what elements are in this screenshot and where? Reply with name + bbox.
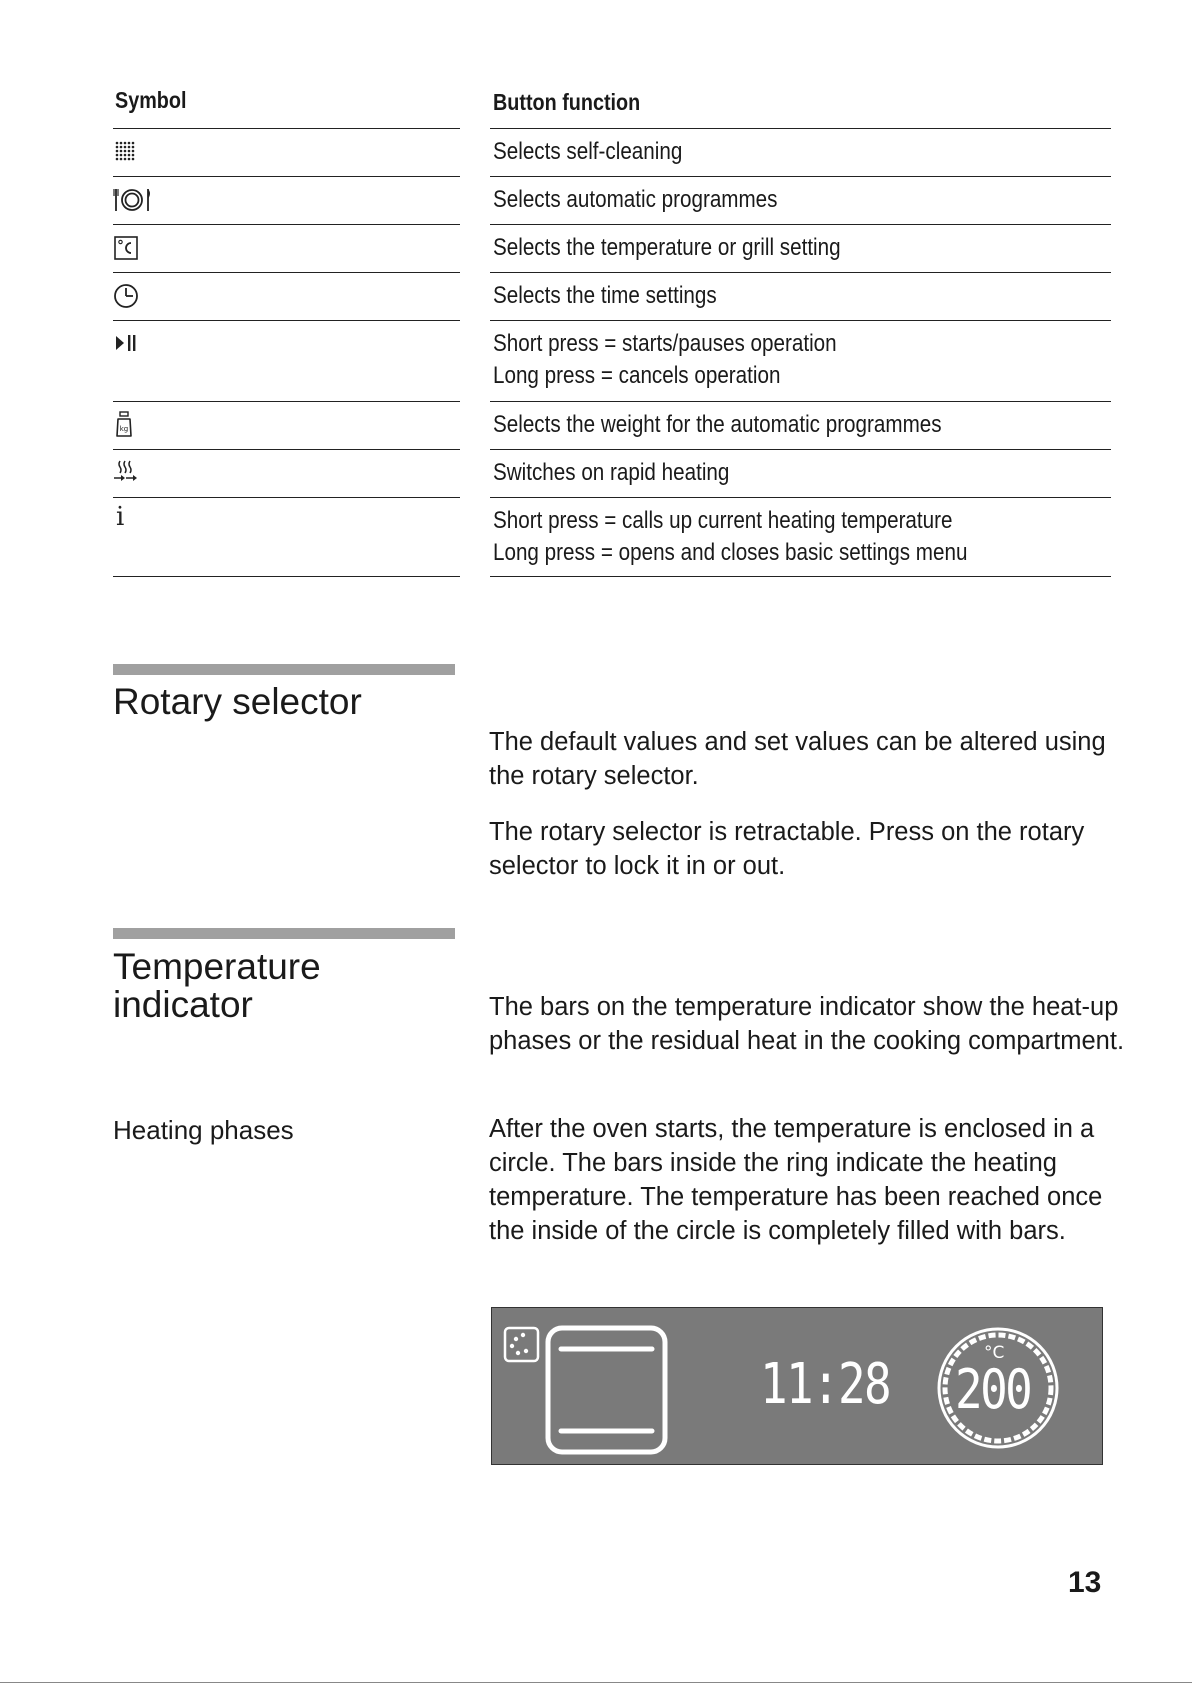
function-text: Long press = opens and closes basic settings menu	[493, 539, 968, 566]
function-text: Short press = calls up current heating temperature	[493, 507, 953, 534]
info-glyph: i	[116, 502, 125, 532]
heading-line: Temperature	[113, 946, 321, 987]
rapid-heating-icon	[113, 458, 153, 488]
weight-kg-icon	[113, 410, 153, 440]
oven-display-illustration	[491, 1307, 1103, 1465]
time-readout: 11:28	[760, 1352, 891, 1417]
function-cell	[493, 505, 1133, 569]
temperature-paragraph-2: After the oven starts, the temperature is enclosed in a circle. The bars inside the ring indicate the heating temperature. The temperature has been reached once the inside of the circle is completely filled with bars.	[489, 1115, 1103, 1245]
temperature-readout: 200	[955, 1358, 1031, 1421]
rotary-paragraph-1: The default values and set values can be altered using the rotary selector.	[489, 728, 1106, 790]
function-cell	[493, 184, 1133, 216]
divider	[113, 576, 460, 577]
temperature-paragraph-1: The bars on the temperature indicator show the heat-up phases or the residual heat in the cooking compartment.	[489, 993, 1125, 1055]
heading-line: indicator	[113, 984, 253, 1025]
function-cell	[493, 457, 1133, 489]
play-pause-icon	[113, 329, 153, 359]
function-text: Short press = starts/pauses operation	[493, 330, 837, 357]
page-edge	[0, 1682, 1192, 1683]
rotary-selector-heading: Rotary selector	[113, 681, 362, 722]
temperature-indicator-heading	[113, 948, 321, 1024]
symbol-column-header: Symbol	[115, 87, 187, 113]
button-function-table	[113, 82, 1111, 577]
heating-mode-icon	[505, 1328, 538, 1361]
section-rule	[113, 928, 455, 939]
function-cell	[493, 280, 1133, 312]
function-cell	[493, 232, 1133, 264]
oven-compartment-icon	[548, 1328, 665, 1452]
heating-phases-subheading: Heating phases	[113, 1115, 294, 1145]
table-row	[113, 177, 1111, 225]
function-text: Selects automatic programmes	[493, 186, 778, 213]
rotary-paragraph-2: The rotary selector is retractable. Press on the rotary selector to lock it in or out.	[489, 818, 1085, 880]
clock-icon	[113, 281, 153, 311]
self-cleaning-icon	[113, 137, 153, 167]
page-number: 13	[1068, 1566, 1102, 1599]
function-cell	[493, 328, 1133, 392]
section-rule	[113, 664, 455, 675]
table-row	[113, 129, 1111, 177]
function-text: Selects the weight for the automatic programmes	[493, 411, 942, 438]
unit-label: °C	[984, 1343, 1005, 1363]
function-cell	[493, 409, 1133, 441]
table-row	[113, 273, 1111, 321]
function-text: Selects self-cleaning	[493, 138, 683, 165]
svg-text:kg: kg	[119, 425, 129, 433]
table-row	[113, 450, 1111, 498]
table-row	[113, 321, 1111, 402]
function-column-header: Button function	[493, 89, 641, 115]
function-text: Switches on rapid heating	[493, 459, 730, 486]
table-row	[113, 225, 1111, 273]
function-cell	[493, 136, 1133, 168]
function-text: Long press = cancels operation	[493, 362, 781, 389]
temperature-celsius-icon	[113, 233, 153, 263]
automatic-programmes-icon	[113, 185, 153, 215]
table-row	[113, 402, 1111, 450]
table-header	[113, 82, 1111, 129]
function-text: Selects the time settings	[493, 282, 717, 309]
function-text: Selects the temperature or grill setting	[493, 234, 841, 261]
divider	[490, 576, 1111, 577]
info-icon	[113, 502, 153, 536]
table-row	[113, 498, 1111, 577]
